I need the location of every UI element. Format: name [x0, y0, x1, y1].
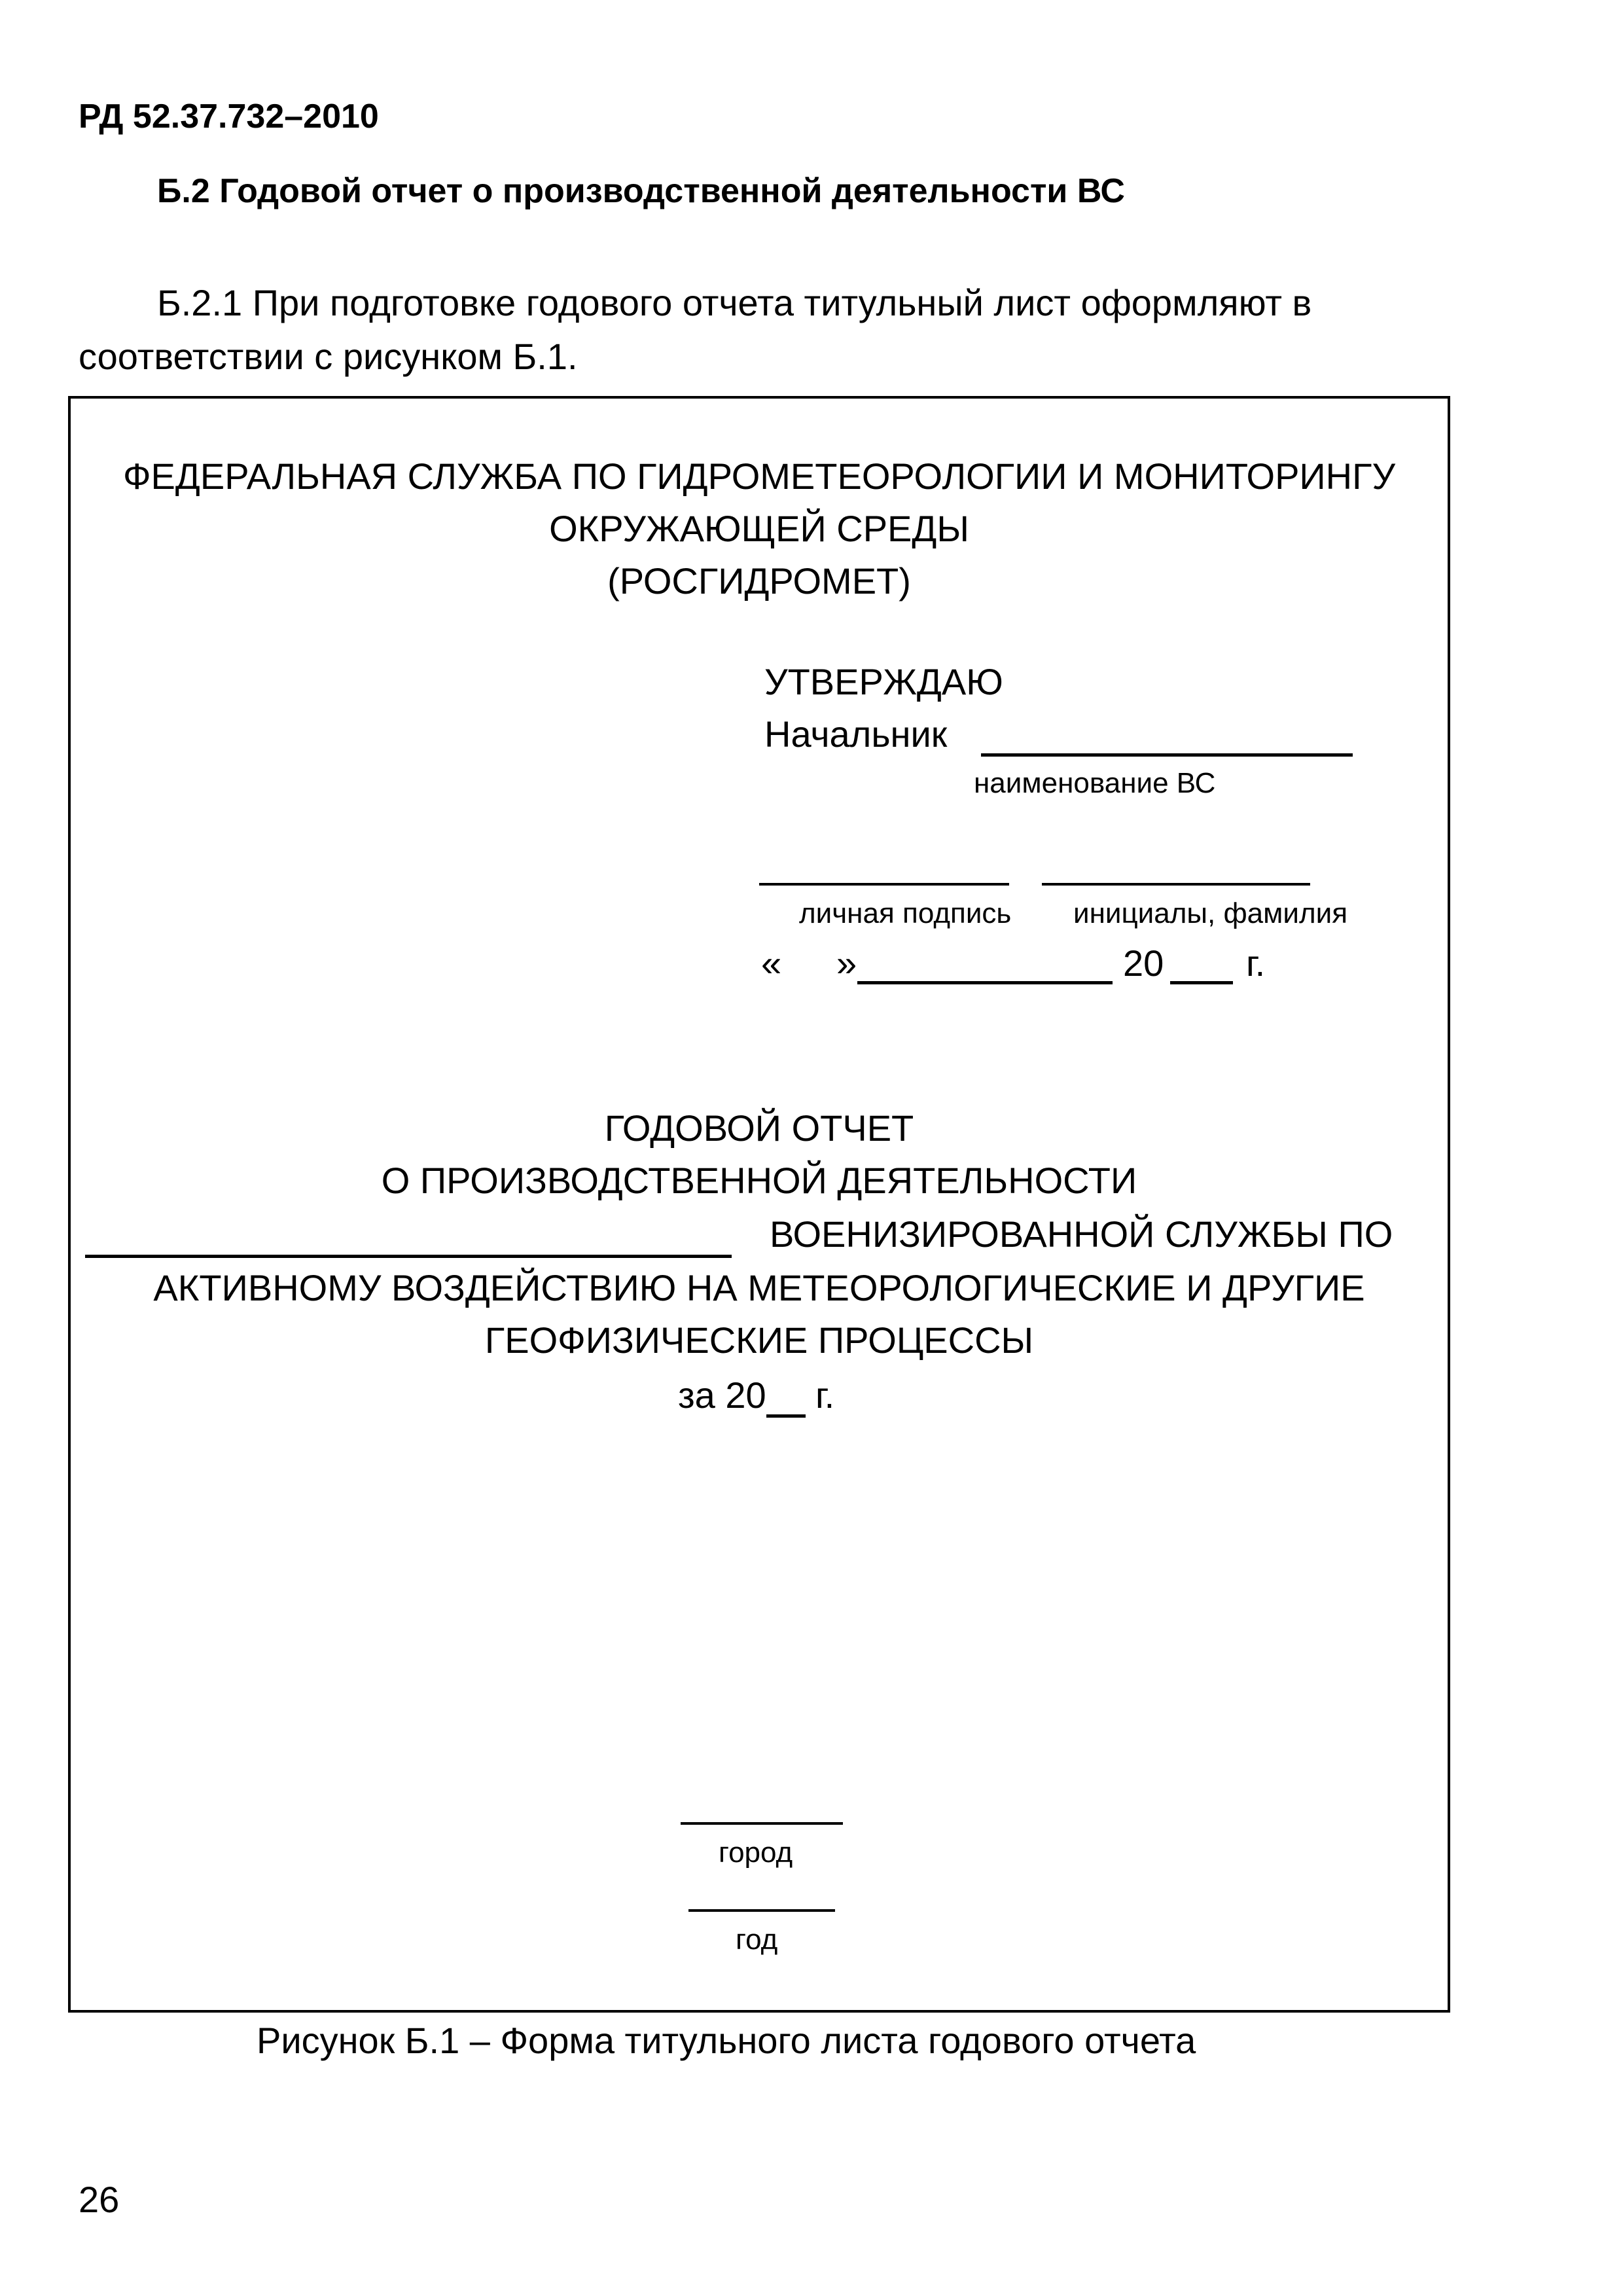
org-name-line-1: ФЕДЕРАЛЬНАЯ СЛУЖБА ПО ГИДРОМЕТЕОРОЛОГИИ И МОНИТОРИНГУ: [122, 456, 1396, 497]
paragraph-line-2: соответствии с рисунком Б.1.: [79, 336, 578, 377]
report-title-line-1: ГОДОВОЙ ОТЧЕТ: [604, 1107, 914, 1149]
service-name-blank-line: [85, 1255, 732, 1258]
report-title-line-4: АКТИВНОМУ ВОЗДЕЙСТВИЮ НА МЕТЕОРОЛОГИЧЕСКИЕ И ДРУГИЕ: [153, 1267, 1365, 1308]
page-number: 26: [79, 2179, 120, 2220]
date-month-blank-line: [857, 981, 1113, 984]
date-year-prefix: 20: [1123, 942, 1164, 984]
date-year-blank-line: [1170, 981, 1233, 984]
year-blank-line: [688, 1909, 835, 1912]
chief-label: Начальник: [764, 713, 948, 755]
document-code: РД 52.37.732–2010: [79, 98, 379, 135]
report-title-line-3: ВОЕНИЗИРОВАННОЙ СЛУЖБЫ ПО: [770, 1213, 1393, 1255]
caption-initials: инициалы, фамилия: [1073, 897, 1348, 929]
caption-vs-name: наименование ВС: [974, 767, 1216, 799]
report-year-blank-line: [766, 1414, 806, 1418]
initials-blank-line: [1042, 883, 1310, 886]
approve-label: УТВЕРЖДАЮ: [764, 661, 1003, 702]
date-year-suffix: г.: [1246, 942, 1266, 984]
city-blank-line: [681, 1822, 843, 1825]
org-name-line-2: ОКРУЖАЮЩЕЙ СРЕДЫ: [549, 508, 969, 549]
report-title-line-2: О ПРОИЗВОДСТВЕННОЙ ДЕЯТЕЛЬНОСТИ: [381, 1160, 1137, 1201]
report-title-line-5: ГЕОФИЗИЧЕСКИЕ ПРОЦЕССЫ: [484, 1319, 1034, 1361]
report-year-suffix: г.: [815, 1374, 835, 1416]
chief-name-blank-line: [981, 753, 1353, 757]
report-year-prefix: за 20: [678, 1374, 766, 1416]
section-heading: Б.2 Годовой отчет о производственной деятельности ВС: [157, 172, 1125, 210]
caption-year: год: [736, 1924, 778, 1956]
date-quote-close: »: [836, 942, 857, 984]
paragraph-line-1: Б.2.1 При подготовке годового отчета титульный лист оформляют в: [157, 282, 1312, 323]
org-name-abbrev: (РОСГИДРОМЕТ): [607, 560, 911, 601]
caption-city: город: [719, 1837, 793, 1869]
title-page-form-frame: [68, 396, 1450, 2013]
caption-signature: личная подпись: [799, 897, 1012, 929]
signature-blank-line: [759, 883, 1009, 886]
figure-caption: Рисунок Б.1 – Форма титульного листа годового отчета: [257, 2020, 1196, 2061]
date-quote-open: «: [761, 942, 782, 984]
